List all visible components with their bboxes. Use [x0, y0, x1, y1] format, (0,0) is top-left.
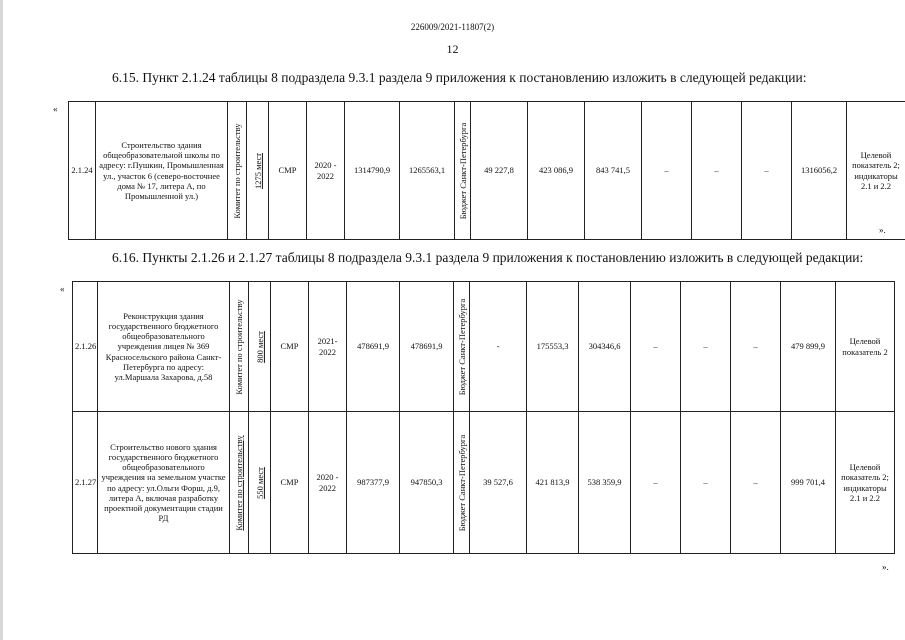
capacity-text: 1275 мест: [252, 152, 263, 189]
customer-text: Комитет по строительству: [233, 298, 244, 395]
year-2022: 843 741,5: [585, 102, 642, 240]
year-2025: –: [742, 102, 792, 240]
period: 2020 - 2022: [309, 412, 347, 554]
source-text: Бюджет Санкт-Петербурга: [456, 434, 467, 531]
period: 2020 - 2022: [307, 102, 345, 240]
total: 999 701,4: [781, 412, 836, 554]
year-2024: –: [681, 282, 731, 412]
total: 479 899,9: [781, 282, 836, 412]
object-description: Строительство здания общеобразовательной школы по адресу: г.Пушкин, Промышленная ул., участок 6 (северо-восточнее дома № 17, литера А, по Промышленной ул.): [96, 102, 228, 240]
row-number: 2.1.26: [73, 282, 98, 412]
year-2022: 538 359,9: [579, 412, 631, 554]
capacity-cell: [249, 412, 271, 554]
financing: 478691,9: [400, 282, 454, 412]
year-2021: 423 086,9: [528, 102, 585, 240]
work-type: СМР: [269, 102, 307, 240]
year-2021: 175553,3: [527, 282, 579, 412]
row-number: 2.1.24: [69, 102, 96, 240]
source-cell: [455, 102, 471, 240]
year-2024: –: [681, 412, 731, 554]
section-heading-6-15: 6.15. Пункт 2.1.24 таблицы 8 подраздела 9.3.1 раздела 9 приложения к постановлению изложить в следующей редакции:: [112, 70, 807, 85]
section-heading-6-16: 6.16. Пункты 2.1.26 и 2.1.27 таблицы 8 подраздела 9.3.1 раздела 9 приложения к постановлению изложить в следующей редакции:: [112, 250, 864, 265]
customer-text: Комитет по строительству: [231, 122, 242, 219]
scan-margin: [0, 0, 3, 640]
document-number: 226009/2021-11807(2): [410, 22, 495, 32]
object-description: Строительство нового здания государственного бюджетного общеобразовательного учреждения на земельном участке по адресу: ул.Ольги Форш, д.9, литера А, включая разработку проектной документации стадии РД: [98, 412, 230, 554]
quote-open-2: «: [60, 284, 65, 294]
customer-text: Комитет по строительству: [233, 434, 244, 531]
total-cost: 987377,9: [347, 412, 400, 554]
financing: 1265563,1: [400, 102, 455, 240]
row-number: 2.1.27: [73, 412, 98, 554]
indicator: Целевой показатель 2; индикаторы 2.1 и 2.2: [847, 102, 905, 240]
capacity-cell: [247, 102, 269, 240]
source-cell: [454, 412, 470, 554]
table-2-1-26-27: [72, 281, 895, 554]
year-2023: –: [642, 102, 692, 240]
customer-cell: [228, 102, 247, 240]
work-type: СМР: [271, 412, 309, 554]
total-cost: 1314790,9: [345, 102, 400, 240]
year-2023: –: [631, 282, 681, 412]
object-description: Реконструкция здания государственного бюджетного общеобразовательного учреждения лицея № 369 Красносельского района Санкт-Петербурга по адресу: ул.Маршала Захарова, д.58: [98, 282, 230, 412]
customer-cell: [230, 412, 249, 554]
quote-close-2: ».: [882, 562, 889, 572]
capacity-text: 800 мест: [254, 330, 265, 363]
indicator: Целевой показатель 2: [836, 282, 895, 412]
source-text: Бюджет Санкт-Петербурга: [456, 298, 467, 395]
table-2-1-24: [68, 101, 905, 240]
year-2020: -: [470, 282, 527, 412]
quote-open-1: «: [53, 104, 58, 114]
capacity-cell: [249, 282, 271, 412]
year-2022: 304346,6: [579, 282, 631, 412]
table-row: [73, 412, 895, 554]
total: 1316056,2: [792, 102, 847, 240]
year-2020: 49 227,8: [471, 102, 528, 240]
quote-close-1: ».: [879, 225, 886, 235]
work-type: СМР: [271, 282, 309, 412]
financing: 947850,3: [400, 412, 454, 554]
page-number: 12: [446, 42, 459, 56]
year-2025: –: [731, 412, 781, 554]
customer-cell: [230, 282, 249, 412]
total-cost: 478691,9: [347, 282, 400, 412]
source-cell: [454, 282, 470, 412]
year-2025: –: [731, 282, 781, 412]
year-2021: 421 813,9: [527, 412, 579, 554]
indicator: Целевой показатель 2; индикаторы 2.1 и 2.2: [836, 412, 895, 554]
capacity-text: 550 мест: [254, 466, 265, 499]
period: 2021-2022: [309, 282, 347, 412]
source-text: Бюджет Санкт-Петербурга: [457, 122, 468, 219]
table-row: [69, 102, 905, 240]
year-2023: –: [631, 412, 681, 554]
year-2024: –: [692, 102, 742, 240]
year-2020: 39 527,6: [470, 412, 527, 554]
table-row: [73, 282, 895, 412]
